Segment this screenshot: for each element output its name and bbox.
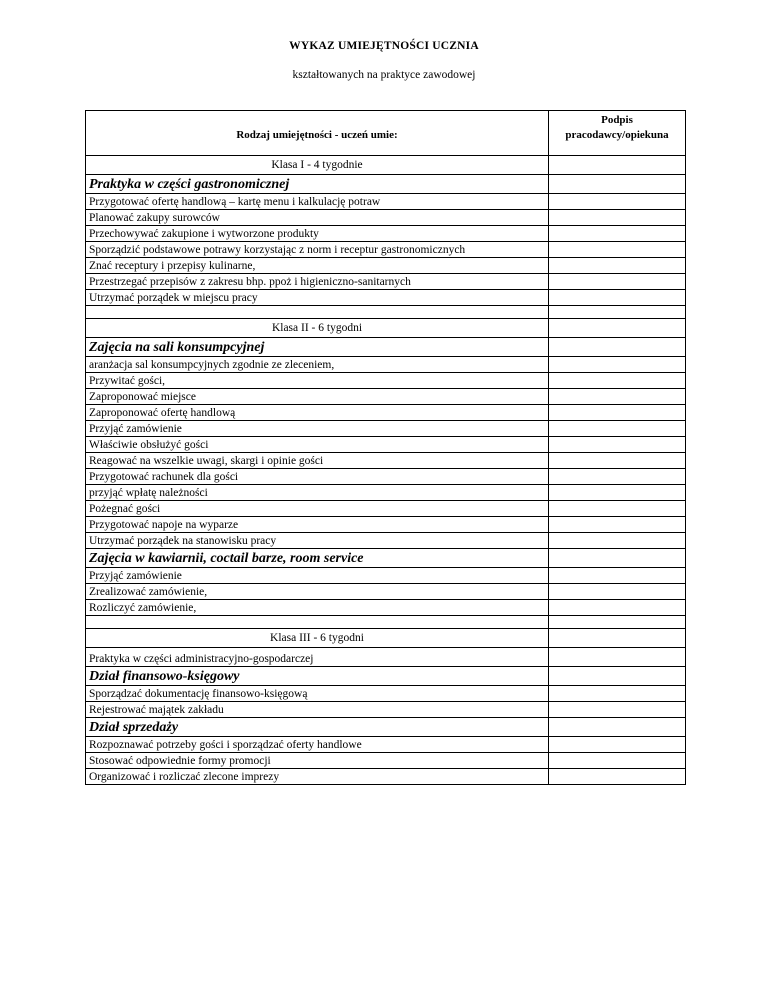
skill-item: Rejestrować majątek zakładu <box>86 702 549 718</box>
skill-item: Zaproponować ofertę handlową <box>86 405 549 421</box>
table-row <box>86 686 686 702</box>
skill-item: Zaproponować miejsce <box>86 389 549 405</box>
signature-cell[interactable] <box>549 533 686 549</box>
signature-cell[interactable] <box>549 718 686 737</box>
table-row <box>86 584 686 600</box>
signature-cell[interactable] <box>549 421 686 437</box>
table-row <box>86 373 686 389</box>
skill-item: aranżacja sal konsumpcyjnych zgodnie ze zleceniem, <box>86 357 549 373</box>
signature-cell[interactable] <box>549 686 686 702</box>
klasa-2-label: Klasa II - 6 tygodni <box>86 319 549 338</box>
table-row <box>86 274 686 290</box>
skill-item: Utrzymać porządek na stanowisku pracy <box>86 533 549 549</box>
section-row <box>86 175 686 194</box>
table-row <box>86 469 686 485</box>
section-row <box>86 667 686 686</box>
skill-item: Przechowywać zakupione i wytworzone produkty <box>86 226 549 242</box>
table-row <box>86 258 686 274</box>
klasa-3-label: Klasa III - 6 tygodni <box>86 629 549 648</box>
section-title-cafe-bar: Zajęcia w kawiarnii, coctail barze, room service <box>86 549 549 568</box>
section-intro-administration: Praktyka w części administracyjno-gospodarczej <box>86 648 549 667</box>
signature-cell[interactable] <box>549 584 686 600</box>
table-row <box>86 517 686 533</box>
klasa-1-label: Klasa I - 4 tygodnie <box>86 156 549 175</box>
signature-cell[interactable] <box>549 338 686 357</box>
empty-cell <box>86 616 549 629</box>
column-header-signature <box>549 111 686 156</box>
skill-item: Utrzymać porządek w miejscu pracy <box>86 290 549 306</box>
signature-header-line1: Podpis <box>601 114 633 126</box>
page-title: WYKAZ UMIEJĘTNOŚCI UCZNIA <box>289 40 479 52</box>
signature-cell[interactable] <box>549 629 686 648</box>
skill-item: Planować zakupy surowców <box>86 210 549 226</box>
skill-item: Zrealizować zamówienie, <box>86 584 549 600</box>
section-title-finance: Dział finansowo-księgowy <box>86 667 549 686</box>
signature-cell[interactable] <box>549 600 686 616</box>
signature-header-line2: pracodawcy/opiekuna <box>565 129 669 141</box>
skill-item: Organizować i rozliczać zlecone imprezy <box>86 769 549 785</box>
table-row <box>86 437 686 453</box>
empty-row <box>86 616 686 629</box>
table-row <box>86 568 686 584</box>
signature-cell[interactable] <box>549 290 686 306</box>
section-row <box>86 648 686 667</box>
skills-table <box>85 110 686 785</box>
klasa-row <box>86 156 686 175</box>
table-row <box>86 357 686 373</box>
skill-item: Przygotować rachunek dla gości <box>86 469 549 485</box>
signature-cell[interactable] <box>549 769 686 785</box>
section-title-gastronomy: Praktyka w części gastronomicznej <box>86 175 549 194</box>
signature-cell[interactable] <box>549 469 686 485</box>
skill-item: Sporządzić podstawowe potrawy korzystając z norm i receptur gastronomicznych <box>86 242 549 258</box>
table-row <box>86 290 686 306</box>
klasa-row <box>86 629 686 648</box>
table-row <box>86 226 686 242</box>
signature-cell[interactable] <box>549 175 686 194</box>
signature-cell[interactable] <box>549 517 686 533</box>
table-row <box>86 702 686 718</box>
signature-cell[interactable] <box>549 737 686 753</box>
empty-cell <box>86 306 549 319</box>
table-row <box>86 210 686 226</box>
section-title-dining-room: Zajęcia na sali konsumpcyjnej <box>86 338 549 357</box>
skill-item: przyjąć wpłatę należności <box>86 485 549 501</box>
section-row <box>86 718 686 737</box>
signature-cell[interactable] <box>549 437 686 453</box>
skill-item: Sporządzać dokumentację finansowo-księgową <box>86 686 549 702</box>
signature-cell[interactable] <box>549 568 686 584</box>
klasa-row <box>86 319 686 338</box>
signature-cell[interactable] <box>549 258 686 274</box>
table-row <box>86 769 686 785</box>
empty-row <box>86 306 686 319</box>
page-subtitle: kształtowanych na praktyce zawodowej <box>292 69 476 81</box>
skill-item: Rozpoznawać potrzeby gości i sporządzać oferty handlowe <box>86 737 549 753</box>
signature-cell[interactable] <box>549 156 686 175</box>
signature-cell[interactable] <box>549 405 686 421</box>
signature-cell[interactable] <box>549 648 686 667</box>
skill-item: Przygotować napoje na wyparze <box>86 517 549 533</box>
column-header-skills: Rodzaj umiejętności - uczeń umie: <box>86 111 549 156</box>
signature-cell[interactable] <box>549 389 686 405</box>
table-row <box>86 194 686 210</box>
table-row <box>86 600 686 616</box>
skill-item: Stosować odpowiednie formy promocji <box>86 753 549 769</box>
section-row <box>86 549 686 568</box>
signature-cell[interactable] <box>549 501 686 517</box>
section-title-sales: Dział sprzedaży <box>86 718 549 737</box>
signature-cell[interactable] <box>549 616 686 629</box>
skill-item: Rozliczyć zamówienie, <box>86 600 549 616</box>
signature-cell[interactable] <box>549 306 686 319</box>
signature-cell[interactable] <box>549 453 686 469</box>
section-row <box>86 338 686 357</box>
table-header-row <box>86 111 686 156</box>
table-row <box>86 405 686 421</box>
skill-item: Przyjąć zamówienie <box>86 421 549 437</box>
skill-item: Przyjąć zamówienie <box>86 568 549 584</box>
signature-cell[interactable] <box>549 702 686 718</box>
table-row <box>86 753 686 769</box>
table-row <box>86 485 686 501</box>
signature-cell[interactable] <box>549 226 686 242</box>
table-row <box>86 453 686 469</box>
skill-item: Przywitać gości, <box>86 373 549 389</box>
table-row <box>86 501 686 517</box>
skill-item: Pożegnać gości <box>86 501 549 517</box>
signature-cell[interactable] <box>549 194 686 210</box>
signature-cell[interactable] <box>549 667 686 686</box>
table-row <box>86 242 686 258</box>
signature-cell[interactable] <box>549 242 686 258</box>
table-row <box>86 421 686 437</box>
signature-cell[interactable] <box>549 373 686 389</box>
signature-cell[interactable] <box>549 274 686 290</box>
signature-cell[interactable] <box>549 485 686 501</box>
signature-cell[interactable] <box>549 210 686 226</box>
skill-item: Przygotować ofertę handlową – kartę menu i kalkulację potraw <box>86 194 549 210</box>
table-row <box>86 389 686 405</box>
table-row <box>86 737 686 753</box>
signature-cell[interactable] <box>549 319 686 338</box>
skill-item: Znać receptury i przepisy kulinarne, <box>86 258 549 274</box>
skill-item: Właściwie obsłużyć gości <box>86 437 549 453</box>
signature-cell[interactable] <box>549 357 686 373</box>
signature-cell[interactable] <box>549 753 686 769</box>
signature-cell[interactable] <box>549 549 686 568</box>
skill-item: Reagować na wszelkie uwagi, skargi i opinie gości <box>86 453 549 469</box>
skill-item: Przestrzegać przepisów z zakresu bhp. ppoż i higieniczno-sanitarnych <box>86 274 549 290</box>
table-row <box>86 533 686 549</box>
